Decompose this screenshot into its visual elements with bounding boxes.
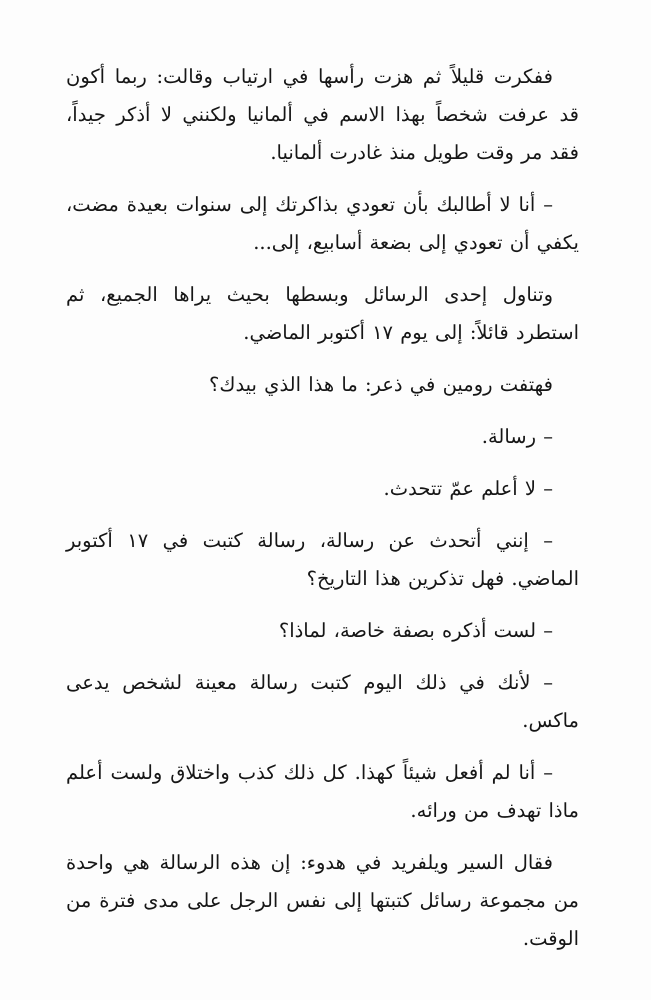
paragraph: فهتفت رومين في ذعر: ما هذا الذي بيدك؟	[209, 373, 553, 396]
paragraph: – لست أذكره بصفة خاصة، لماذا؟	[278, 619, 553, 642]
paragraph: – أنا لا أطالبك بأن تعودي بذاكرتك إلى سنوات بعيدة مضت، يكفي أن تعودي إلى بضعة أسابيع، إلى...	[66, 193, 579, 254]
page-body-text	[66, 58, 579, 972]
paragraph: – لا أعلم عمّ تتحدث.	[383, 477, 553, 500]
paragraph: فقال السير ويلفريد في هدوء: إن هذه الرسالة هي واحدة من مجموعة رسائل كتبتها إلى نفس الرجل على مدى فترة من الوقت.	[66, 851, 579, 950]
paragraph: – أنا لم أفعل شيئاً كهذا. كل ذلك كذب واختلاق ولست أعلم ماذا تهدف من ورائه.	[66, 761, 579, 822]
paragraph: – إنني أتحدث عن رسالة، رسالة كتبت في ١٧ أكتوبر الماضي. فهل تذكرين هذا التاريخ؟	[66, 529, 579, 590]
paragraph: وتناول إحدى الرسائل وبسطها بحيث يراها الجميع، ثم استطرد قائلاً: إلى يوم ١٧ أكتوبر الماضي.	[66, 283, 579, 344]
paragraph: – لأنك في ذلك اليوم كتبت رسالة معينة لشخص يدعى ماكس.	[66, 671, 579, 732]
paragraph: – رسالة.	[481, 425, 553, 448]
paragraph: ففكرت قليلاً ثم هزت رأسها في ارتياب وقالت: ربما أكون قد عرفت شخصاً بهذا الاسم في ألمانيا ولكنني لا أذكر جيداً، فقد مر وقت طويل منذ غادرت ألمانيا.	[66, 65, 579, 164]
